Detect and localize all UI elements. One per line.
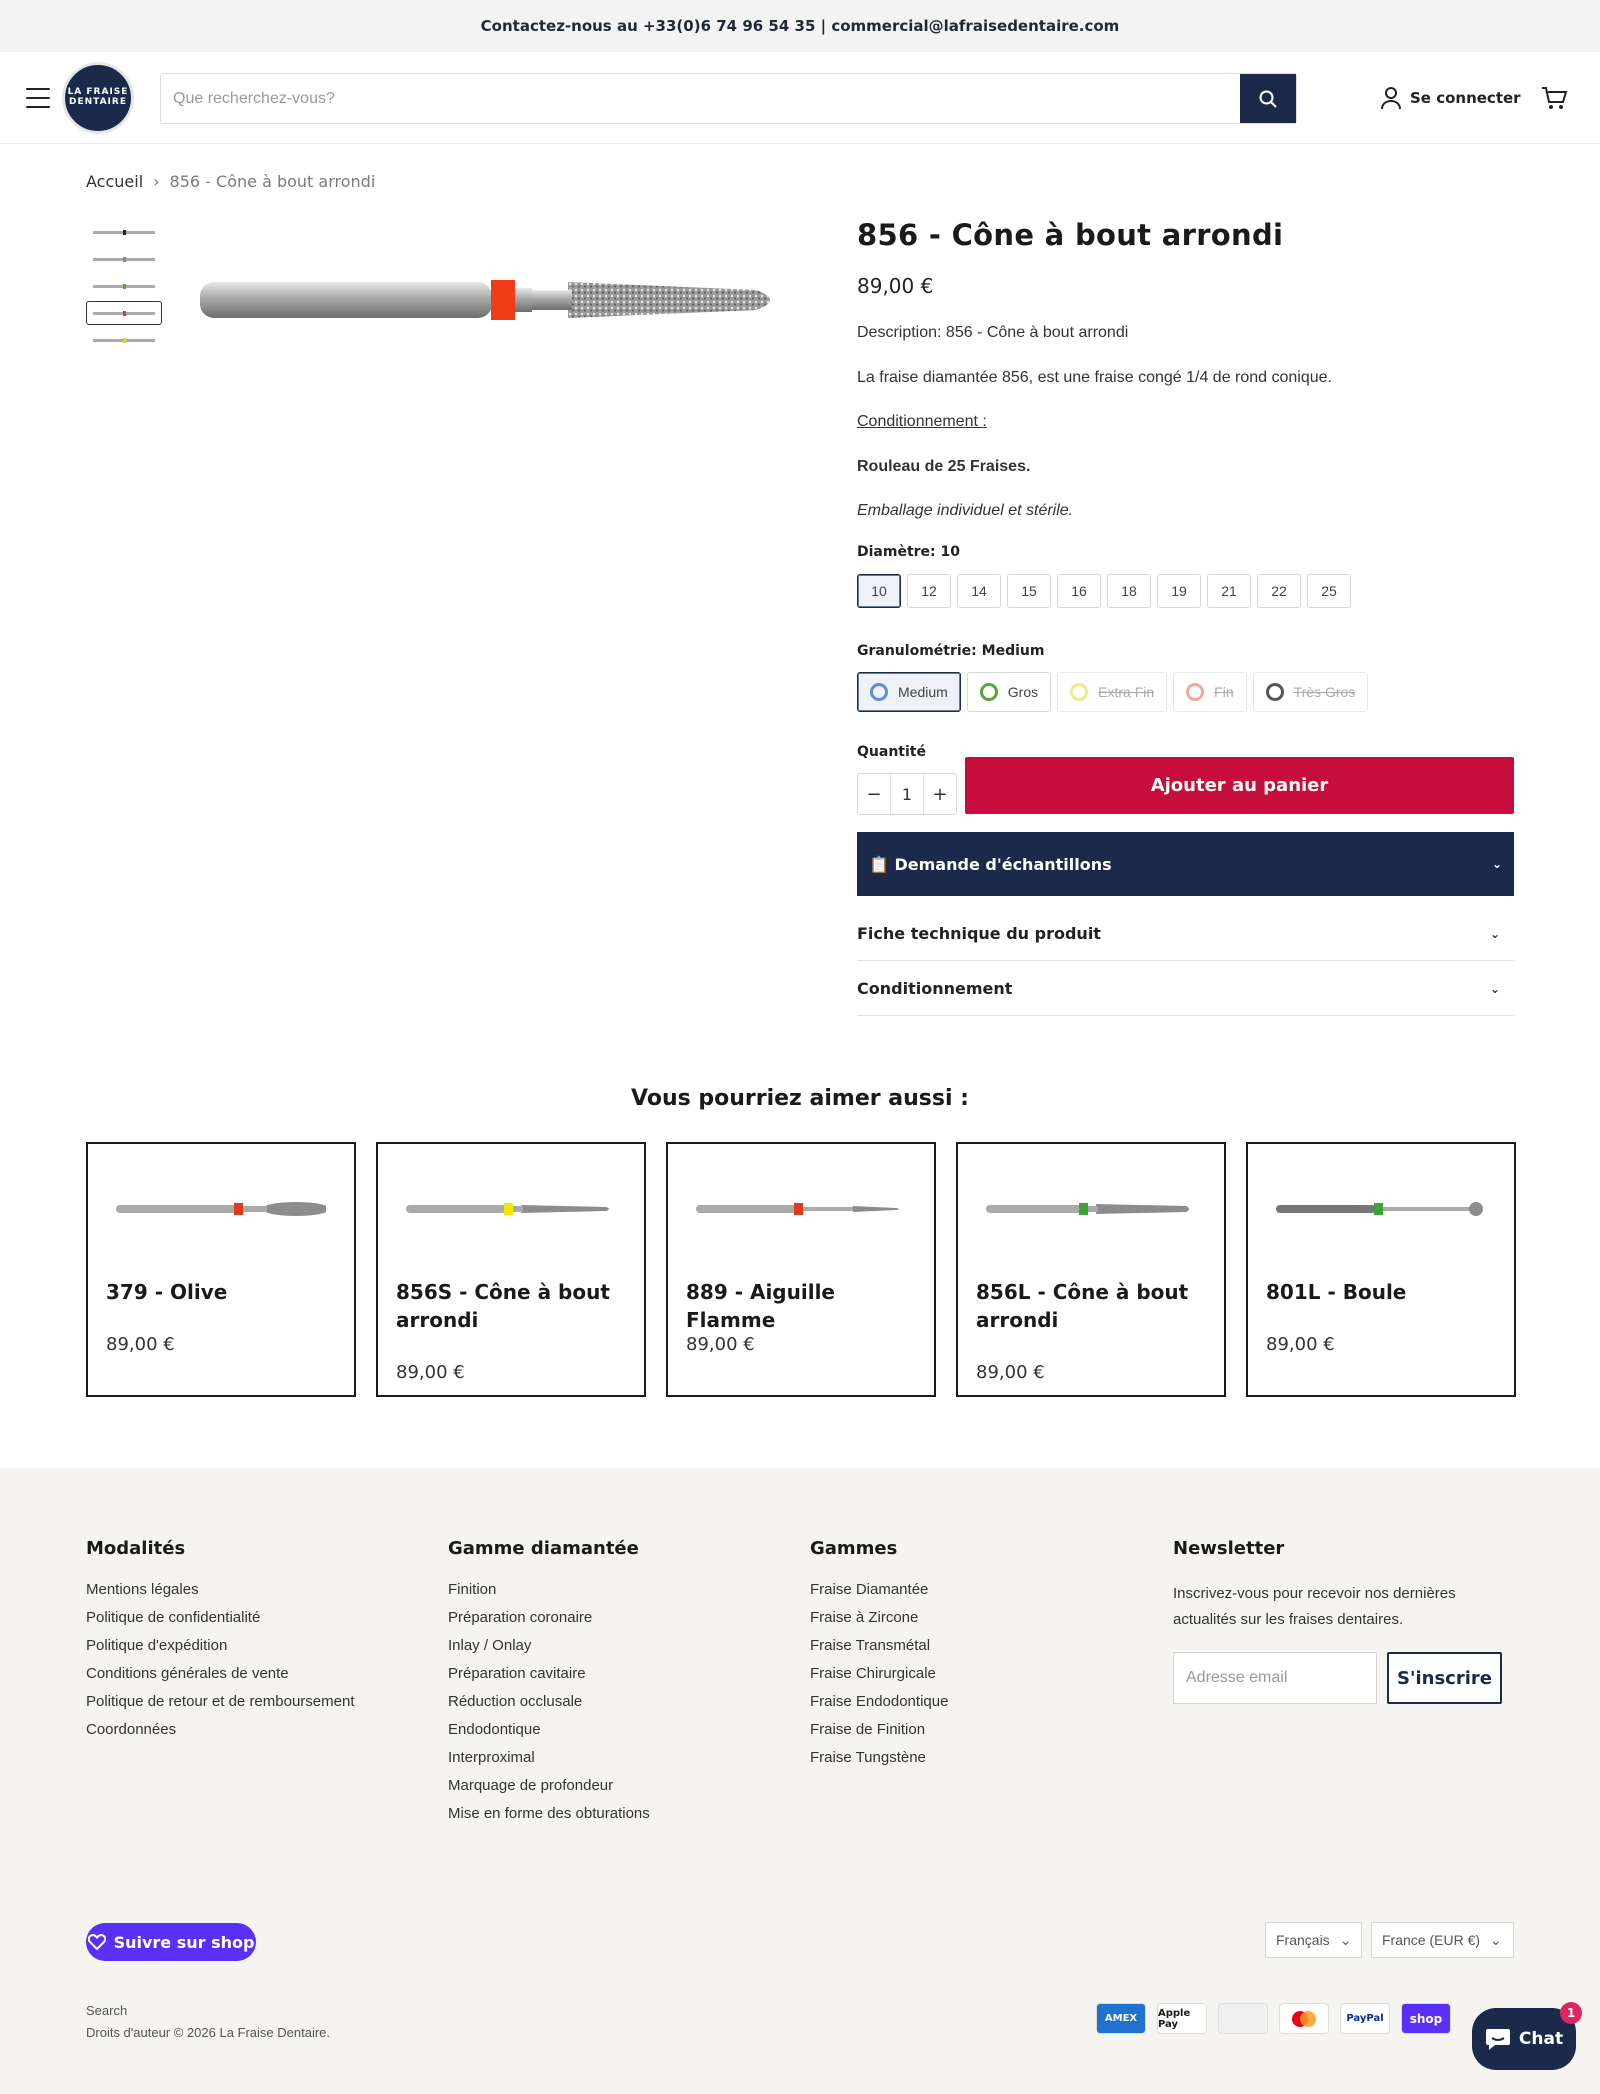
product-card-image bbox=[406, 1202, 616, 1216]
product-card[interactable] bbox=[376, 1142, 646, 1397]
diameter-option[interactable]: 25 bbox=[1307, 574, 1351, 608]
footer-link[interactable]: Fraise Transmétal bbox=[810, 1637, 931, 1654]
product-card-image bbox=[986, 1202, 1196, 1216]
search-input[interactable] bbox=[161, 74, 1240, 123]
chat-label: Chat bbox=[1518, 2029, 1564, 2049]
footer-column-gamme bbox=[448, 1538, 650, 1833]
chat-bubble-icon bbox=[1485, 2027, 1511, 2051]
thumbnail[interactable] bbox=[86, 247, 162, 271]
footer-link[interactable]: Préparation coronaire bbox=[448, 1609, 593, 1626]
shop-pay-icon: shop bbox=[1401, 2003, 1451, 2034]
newsletter-email-input[interactable]: Adresse email bbox=[1173, 1652, 1377, 1704]
language-selector[interactable] bbox=[1265, 1922, 1362, 1958]
breadcrumb-current: 856 - Cône à bout arrondi bbox=[169, 172, 376, 191]
logo-text: LA FRAISE DENTAIRE bbox=[67, 87, 129, 107]
mastercard-icon bbox=[1279, 2003, 1329, 2034]
chevron-down-icon: ⌄ bbox=[1339, 1931, 1352, 1948]
grit-dot-icon bbox=[870, 683, 888, 701]
grit-option-label: Fin bbox=[1214, 684, 1234, 700]
language-value: Français bbox=[1276, 1932, 1330, 1948]
footer-link[interactable]: Conditions générales de vente bbox=[86, 1665, 289, 1682]
diameter-option[interactable]: 18 bbox=[1107, 574, 1151, 608]
footer-heading: Gammes bbox=[810, 1538, 898, 1559]
newsletter-subscribe-button[interactable]: S'inscrire bbox=[1387, 1652, 1502, 1704]
chevron-down-icon: ⌄ bbox=[1491, 857, 1502, 871]
quantity-minus-button[interactable]: − bbox=[866, 783, 882, 805]
footer-link[interactable]: Mise en forme des obturations bbox=[448, 1805, 650, 1822]
recommendations-title: Vous pourriez aimer aussi : bbox=[631, 1086, 969, 1111]
grit-option-extra-fin[interactable] bbox=[1057, 672, 1167, 712]
breadcrumb-separator: › bbox=[153, 172, 160, 191]
footer-link[interactable]: Fraise Diamantée bbox=[810, 1581, 929, 1598]
thumbnail-active[interactable] bbox=[86, 301, 162, 325]
currency-selector[interactable] bbox=[1371, 1922, 1514, 1958]
footer-link[interactable]: Fraise à Zircone bbox=[810, 1609, 919, 1626]
grit-dot-icon bbox=[980, 683, 998, 701]
grit-option-label: Extra Fin bbox=[1098, 684, 1155, 700]
footer-link[interactable]: Fraise de Finition bbox=[810, 1721, 926, 1738]
chevron-down-icon: ⌄ bbox=[1489, 981, 1500, 996]
thumbnail[interactable] bbox=[86, 328, 162, 352]
sample-request-accordion[interactable] bbox=[857, 832, 1514, 896]
cart-icon bbox=[1540, 84, 1568, 112]
diameter-option[interactable]: 15 bbox=[1007, 574, 1051, 608]
search-icon bbox=[1258, 89, 1278, 109]
announcement-text: Contactez-nous au +33(0)6 74 96 54 35 | commercial@lafraisedentaire.com bbox=[480, 17, 1120, 35]
footer-column-gammes bbox=[810, 1538, 948, 1777]
product-card-price: 89,00 € bbox=[976, 1362, 1045, 1383]
product-detail: La fraise diamantée 856, est une fraise congé 1/4 de rond conique. bbox=[857, 369, 1332, 386]
breadcrumb-home[interactable]: Accueil bbox=[86, 172, 144, 191]
diameter-label: Diamètre: 10 bbox=[857, 544, 960, 560]
footer-link[interactable]: Fraise Chirurgicale bbox=[810, 1665, 936, 1682]
product-card-price: 89,00 € bbox=[396, 1362, 465, 1383]
thumbnail[interactable] bbox=[86, 274, 162, 298]
footer-link[interactable]: Politique de retour et de remboursement bbox=[86, 1693, 355, 1710]
accordion-packaging[interactable] bbox=[857, 962, 1514, 1016]
diameter-options bbox=[857, 574, 1351, 608]
apple-pay-icon: Apple Pay bbox=[1157, 2003, 1207, 2034]
diameter-option[interactable]: 12 bbox=[907, 574, 951, 608]
newsletter-text: Inscrivez-vous pour recevoir nos dernières actualités sur les fraises dentaires. bbox=[1173, 1585, 1456, 1628]
footer-link[interactable]: Interproximal bbox=[448, 1749, 535, 1766]
packaging-heading: Conditionnement : bbox=[857, 413, 987, 430]
grit-option-tres-gros[interactable] bbox=[1253, 672, 1369, 712]
footer-column-modalites bbox=[86, 1538, 354, 1749]
grit-option-label: Gros bbox=[1007, 684, 1039, 700]
site-logo[interactable] bbox=[62, 62, 134, 134]
footer-link[interactable]: Coordonnées bbox=[86, 1721, 177, 1738]
footer-link[interactable]: Politique d'expédition bbox=[86, 1637, 228, 1654]
packaging-italic: Emballage individuel et stérile. bbox=[857, 502, 1074, 519]
announcement-bar bbox=[0, 0, 1600, 52]
quantity-stepper bbox=[857, 773, 957, 815]
product-card-name: 856S - Cône à bout arrondi bbox=[396, 1280, 610, 1332]
product-card-price: 89,00 € bbox=[106, 1334, 175, 1355]
grit-option-medium[interactable] bbox=[857, 672, 961, 712]
chevron-down-icon: ⌄ bbox=[1490, 1931, 1502, 1948]
footer-link[interactable]: Inlay / Onlay bbox=[448, 1637, 532, 1654]
login-link[interactable] bbox=[1380, 84, 1521, 112]
cart-button[interactable] bbox=[1540, 84, 1568, 112]
grit-dot-icon bbox=[1186, 683, 1204, 701]
product-card[interactable] bbox=[86, 1142, 356, 1397]
login-label: Se connecter bbox=[1410, 89, 1521, 107]
footer-link[interactable]: Mentions légales bbox=[86, 1581, 199, 1598]
diameter-option[interactable]: 22 bbox=[1257, 574, 1301, 608]
copyright: Droits d'auteur © 2026 La Fraise Dentaire. bbox=[86, 2025, 331, 2040]
product-card-name: 379 - Olive bbox=[106, 1280, 228, 1304]
chevron-down-icon: ⌄ bbox=[1489, 926, 1500, 941]
product-card-image bbox=[1276, 1202, 1486, 1216]
accordion-label: Conditionnement bbox=[857, 979, 1013, 998]
quantity-plus-button[interactable]: + bbox=[932, 783, 948, 805]
quantity-label: Quantité bbox=[857, 744, 926, 760]
search-button[interactable] bbox=[1240, 74, 1296, 123]
follow-on-shop-label: Suivre sur shop bbox=[113, 1932, 255, 1952]
chat-notification-badge: 1 bbox=[1560, 2002, 1582, 2024]
currency-value: France (EUR €) bbox=[1382, 1932, 1481, 1948]
card-icon bbox=[1218, 2003, 1268, 2034]
footer-link[interactable]: Endodontique bbox=[448, 1721, 541, 1738]
grit-options bbox=[857, 672, 1368, 712]
diameter-option[interactable]: 14 bbox=[957, 574, 1001, 608]
product-price: 89,00 € bbox=[857, 274, 934, 298]
grit-dot-icon bbox=[1070, 683, 1088, 701]
search-bar bbox=[160, 73, 1297, 124]
thumbnail-list bbox=[86, 220, 162, 355]
footer-link[interactable]: Marquage de profondeur bbox=[448, 1777, 614, 1794]
diameter-option[interactable]: 10 bbox=[857, 574, 901, 608]
product-card-price: 89,00 € bbox=[1266, 1334, 1335, 1355]
product-title: 856 - Cône à bout arrondi bbox=[857, 218, 1284, 252]
footer-link[interactable]: Préparation cavitaire bbox=[448, 1665, 586, 1682]
add-to-cart-button[interactable]: Ajouter au panier bbox=[965, 757, 1514, 814]
accordion-label: Fiche technique du produit bbox=[857, 924, 1101, 943]
footer-link[interactable]: Finition bbox=[448, 1581, 497, 1598]
product-card-name: 889 - Aiguille Flamme bbox=[686, 1280, 835, 1332]
footer-link[interactable]: Fraise Tungstène bbox=[810, 1749, 926, 1766]
paypal-icon: PayPal bbox=[1340, 2003, 1390, 2034]
quantity-input[interactable]: 1 bbox=[890, 774, 924, 814]
product-card-image bbox=[696, 1202, 906, 1216]
footer-heading: Modalités bbox=[86, 1538, 186, 1559]
product-description: Description: 856 - Cône à bout arrondi bbox=[857, 324, 1129, 341]
product-card-image bbox=[116, 1202, 326, 1216]
grit-option-label: Très Gros bbox=[1293, 684, 1356, 700]
accordion-technical-sheet[interactable] bbox=[857, 907, 1514, 961]
product-card-price: 89,00 € bbox=[686, 1334, 755, 1355]
packaging-bold: Rouleau de 25 Fraises. bbox=[857, 458, 1031, 475]
product-card[interactable] bbox=[956, 1142, 1226, 1397]
hamburger-menu-icon[interactable] bbox=[26, 88, 50, 108]
heart-icon bbox=[88, 1934, 106, 1950]
grit-option-label: Medium bbox=[898, 684, 948, 700]
footer-link[interactable]: Politique de confidentialité bbox=[86, 1609, 261, 1626]
footer-column-newsletter bbox=[1173, 1538, 1503, 1632]
diameter-option[interactable]: 21 bbox=[1207, 574, 1251, 608]
footer-search-link[interactable]: Search bbox=[86, 2003, 128, 2018]
thumbnail[interactable] bbox=[86, 220, 162, 244]
product-card-name: 801L - Boule bbox=[1266, 1280, 1407, 1304]
grit-option-gros[interactable] bbox=[967, 672, 1051, 712]
product-card-name: 856L - Cône à bout arrondi bbox=[976, 1280, 1189, 1332]
sample-request-label: 📋 Demande d'échantillons bbox=[869, 854, 1112, 874]
footer-link[interactable]: Réduction occlusale bbox=[448, 1693, 583, 1710]
product-main-image bbox=[196, 270, 788, 330]
follow-on-shop-button[interactable] bbox=[86, 1923, 256, 1961]
footer-heading: Newsletter bbox=[1173, 1538, 1285, 1559]
breadcrumb bbox=[86, 172, 375, 191]
grit-dot-icon bbox=[1266, 683, 1284, 701]
product-card[interactable] bbox=[666, 1142, 936, 1397]
diameter-option[interactable]: 16 bbox=[1057, 574, 1101, 608]
footer-link[interactable]: Fraise Endodontique bbox=[810, 1693, 949, 1710]
product-card[interactable] bbox=[1246, 1142, 1516, 1397]
user-icon bbox=[1380, 86, 1402, 110]
amex-icon: AMEX bbox=[1096, 2003, 1146, 2034]
footer-heading: Gamme diamantée bbox=[448, 1538, 639, 1559]
grit-option-fin[interactable] bbox=[1173, 672, 1246, 712]
diameter-option[interactable]: 19 bbox=[1157, 574, 1201, 608]
grit-label: Granulométrie: Medium bbox=[857, 643, 1045, 659]
